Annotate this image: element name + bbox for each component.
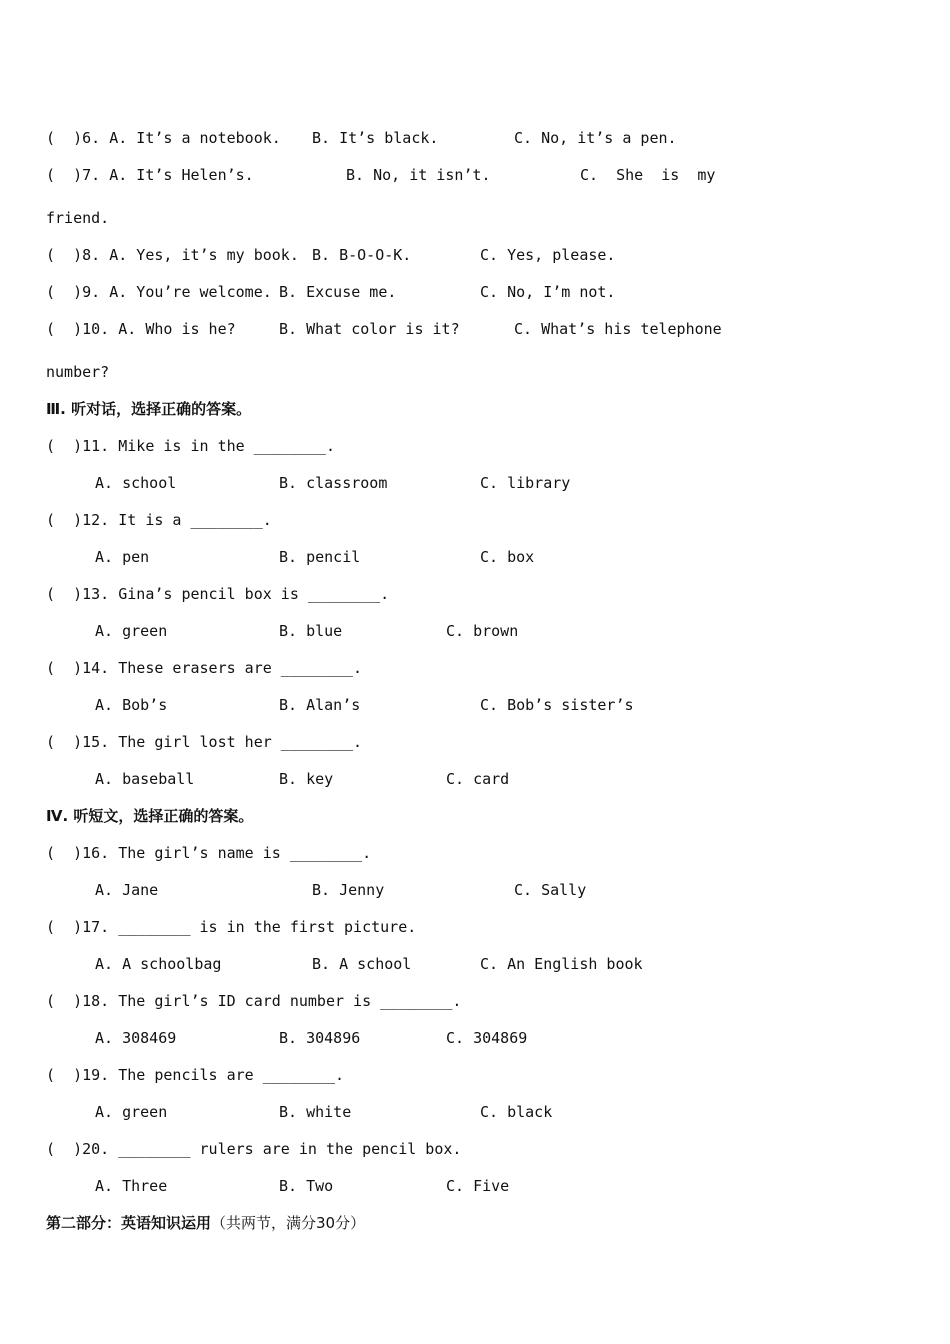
q14-option-a: A. Bob’s: [95, 696, 168, 714]
question-12: ( )12. It is a ________.: [46, 511, 272, 529]
q20-option-b: B. Two: [279, 1177, 334, 1195]
q16-option-a: A. Jane: [95, 881, 159, 899]
question-9: ( )9. A. You’re welcome.: [46, 283, 272, 301]
q13-option-b: B. blue: [279, 622, 343, 640]
q17-option-a: A. A schoolbag: [95, 955, 222, 973]
q14-option-b: B. Alan’s: [279, 696, 361, 714]
q19-option-c: C. black: [480, 1103, 553, 1121]
q11-option-a: A. school: [95, 474, 177, 492]
q6-option-b: B. It’s black.: [312, 129, 439, 147]
q13-option-a: A. green: [95, 622, 168, 640]
q12-option-a: A. pen: [95, 548, 150, 566]
q10-continuation: number?: [46, 363, 110, 381]
question-14: ( )14. These erasers are ________.: [46, 659, 363, 677]
question-17: ( )17. ________ is in the first picture.: [46, 918, 417, 936]
question-20: ( )20. ________ rulers are in the pencil box.: [46, 1140, 462, 1158]
question-18: ( )18. The girl’s ID card number is ________.: [46, 992, 462, 1010]
part-2-title: 第二部分：英语知识运用: [46, 1214, 212, 1232]
q7-continuation: friend.: [46, 209, 110, 227]
q11-option-b: B. classroom: [279, 474, 388, 492]
q10-option-b: B. What color is it?: [279, 320, 460, 338]
q17-option-c: C. An English book: [480, 955, 643, 973]
q7-option-b: B. No, it isn’t.: [346, 166, 491, 184]
q8-option-c: C. Yes, please.: [480, 246, 616, 264]
q15-option-b: B. key: [279, 770, 334, 788]
question-6: ( )6. A. It’s a notebook.: [46, 129, 281, 147]
section-3-heading: Ⅲ. 听对话，选择正确的答案。: [46, 400, 252, 418]
q15-option-a: A. baseball: [95, 770, 195, 788]
q9-option-c: C. No, I’m not.: [480, 283, 616, 301]
q18-option-a: A. 308469: [95, 1029, 177, 1047]
question-13: ( )13. Gina’s pencil box is ________.: [46, 585, 390, 603]
question-15: ( )15. The girl lost her ________.: [46, 733, 363, 751]
q13-option-c: C. brown: [446, 622, 519, 640]
q10-option-c: C. What’s his telephone: [514, 320, 722, 338]
q16-option-b: B. Jenny: [312, 881, 385, 899]
q12-option-c: C. box: [480, 548, 535, 566]
question-19: ( )19. The pencils are ________.: [46, 1066, 345, 1084]
q11-option-c: C. library: [480, 474, 571, 492]
q19-option-b: B. white: [279, 1103, 352, 1121]
q16-option-c: C. Sally: [514, 881, 587, 899]
q19-option-a: A. green: [95, 1103, 168, 1121]
section-4-heading: Ⅳ. 听短文，选择正确的答案。: [46, 807, 254, 825]
question-16: ( )16. The girl’s name is ________.: [46, 844, 372, 862]
q15-option-c: C. card: [446, 770, 510, 788]
q17-option-b: B. A school: [312, 955, 412, 973]
question-10: ( )10. A. Who is he?: [46, 320, 236, 338]
q18-option-c: C. 304869: [446, 1029, 528, 1047]
q9-option-b: B. Excuse me.: [279, 283, 397, 301]
q8-option-b: B. B-O-O-K.: [312, 246, 412, 264]
question-8: ( )8. A. Yes, it’s my book.: [46, 246, 299, 264]
q6-option-c: C. No, it’s a pen.: [514, 129, 677, 147]
q20-option-a: A. Three: [95, 1177, 168, 1195]
q12-option-b: B. pencil: [279, 548, 361, 566]
q18-option-b: B. 304896: [279, 1029, 361, 1047]
q20-option-c: C. Five: [446, 1177, 510, 1195]
q7-option-c: C. She is my: [580, 166, 716, 184]
part-2-heading: [46, 1213, 365, 1233]
question-7: ( )7. A. It’s Helen’s.: [46, 166, 254, 184]
q14-option-c: C. Bob’s sister’s: [480, 696, 634, 714]
part-2-note: （共两节，满分30分）: [211, 1214, 366, 1232]
question-11: ( )11. Mike is in the ________.: [46, 437, 335, 455]
